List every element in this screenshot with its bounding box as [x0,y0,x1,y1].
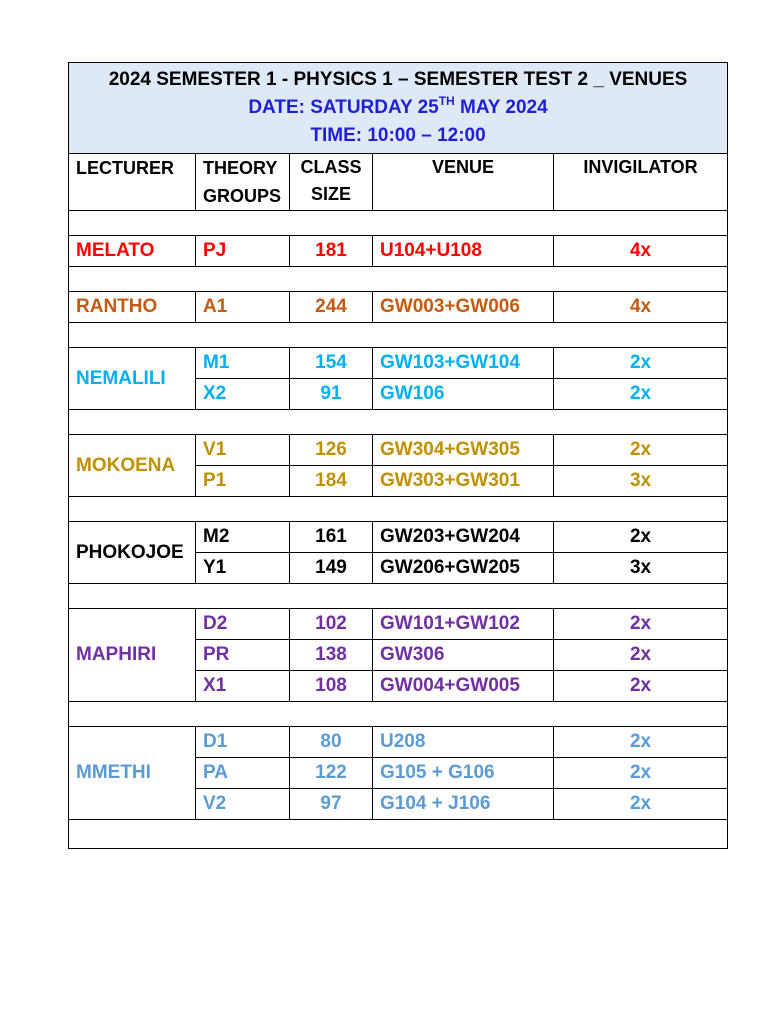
class-size: 184 [290,466,373,497]
spacer-cell [69,211,728,236]
col-header-class-size [290,154,373,211]
invigilator-count: 4x [554,236,728,267]
class-size: 244 [290,292,373,323]
invigilator-count: 2x [554,671,728,702]
theory-group: P1 [196,466,290,497]
table-row [69,435,728,466]
venues-table [68,62,728,849]
spacer-cell [69,497,728,522]
spacer-row [69,584,728,609]
lecturer-name: PHOKOJOE [69,522,196,584]
table-row [69,522,728,553]
invigilator-count: 2x [554,758,728,789]
spacer-row [69,497,728,522]
spacer-row [69,410,728,435]
class-size: 181 [290,236,373,267]
exam-date [69,94,727,122]
header-row [69,63,728,154]
theory-group: V2 [196,789,290,820]
spacer-row [69,820,728,849]
invigilator-count: 2x [554,435,728,466]
header-cell [69,63,728,154]
exam-time: TIME: 10:00 – 12:00 [310,125,486,146]
invigilator-count: 2x [554,522,728,553]
class-size: 102 [290,609,373,640]
spacer-cell [69,267,728,292]
col-header-theory-line2: GROUPS [203,186,282,206]
lecturer-name: MMETHI [69,727,196,820]
theory-group: D1 [196,727,290,758]
lecturer-name: MAPHIRI [69,609,196,702]
theory-group: PR [196,640,290,671]
invigilator-count: 2x [554,640,728,671]
spacer-cell [69,410,728,435]
col-header-theory-groups [196,154,290,211]
col-header-theory-line1: THEORY [203,158,278,178]
invigilator-count: 2x [554,609,728,640]
invigilator-count: 3x [554,466,728,497]
invigilator-count: 2x [554,727,728,758]
venue: GW103+GW104 [373,348,554,379]
class-size: 122 [290,758,373,789]
venue: GW003+GW006 [373,292,554,323]
venue: G104 + J106 [373,789,554,820]
table-row [69,292,728,323]
venue: GW306 [373,640,554,671]
venue: G105 + G106 [373,758,554,789]
lecturer-name: NEMALILI [69,348,196,410]
spacer-cell [69,702,728,727]
column-header-row [69,154,728,211]
lecturer-name: MOKOENA [69,435,196,497]
theory-group: PJ [196,236,290,267]
theory-group: A1 [196,292,290,323]
class-size: 154 [290,348,373,379]
lecturer-name: RANTHO [69,292,196,323]
class-size: 80 [290,727,373,758]
class-size: 161 [290,522,373,553]
col-header-venue: VENUE [373,154,554,211]
venue: GW206+GW205 [373,553,554,584]
theory-group: Y1 [196,553,290,584]
theory-group: M1 [196,348,290,379]
spacer-row [69,323,728,348]
venue: GW106 [373,379,554,410]
class-size: 91 [290,379,373,410]
class-size: 126 [290,435,373,466]
venue: GW101+GW102 [373,609,554,640]
theory-group: D2 [196,609,290,640]
venue: GW004+GW005 [373,671,554,702]
exam-date-prefix: DATE: SATURDAY 25 [248,97,439,118]
venue: GW304+GW305 [373,435,554,466]
class-size: 149 [290,553,373,584]
theory-group: X2 [196,379,290,410]
invigilator-count: 2x [554,379,728,410]
invigilator-count: 2x [554,348,728,379]
table-row [69,609,728,640]
theory-group: X1 [196,671,290,702]
page-title: 2024 SEMESTER 1 - PHYSICS 1 – SEMESTER TEST 2 _ VENUES [108,69,688,90]
venue: U208 [373,727,554,758]
spacer-row [69,702,728,727]
venue: GW203+GW204 [373,522,554,553]
spacer-cell [69,584,728,609]
exam-date-superscript: TH [438,94,455,108]
venue: GW303+GW301 [373,466,554,497]
venue: U104+U108 [373,236,554,267]
class-size: 97 [290,789,373,820]
col-header-invigilator: INVIGILATOR [554,154,728,211]
col-header-class-line1: CLASS [300,157,362,177]
invigilator-count: 4x [554,292,728,323]
table-row [69,348,728,379]
col-header-class-line2: SIZE [310,184,351,204]
class-size: 138 [290,640,373,671]
theory-group: V1 [196,435,290,466]
invigilator-count: 2x [554,789,728,820]
class-size: 108 [290,671,373,702]
table-row [69,727,728,758]
spacer-cell [69,820,728,849]
spacer-row [69,267,728,292]
spacer-cell [69,323,728,348]
theory-group: M2 [196,522,290,553]
theory-group: PA [196,758,290,789]
table-row [69,236,728,267]
spacer-row [69,211,728,236]
col-header-lecturer: LECTURER [69,154,196,211]
lecturer-name: MELATO [69,236,196,267]
invigilator-count: 3x [554,553,728,584]
exam-date-suffix: MAY 2024 [454,97,548,118]
